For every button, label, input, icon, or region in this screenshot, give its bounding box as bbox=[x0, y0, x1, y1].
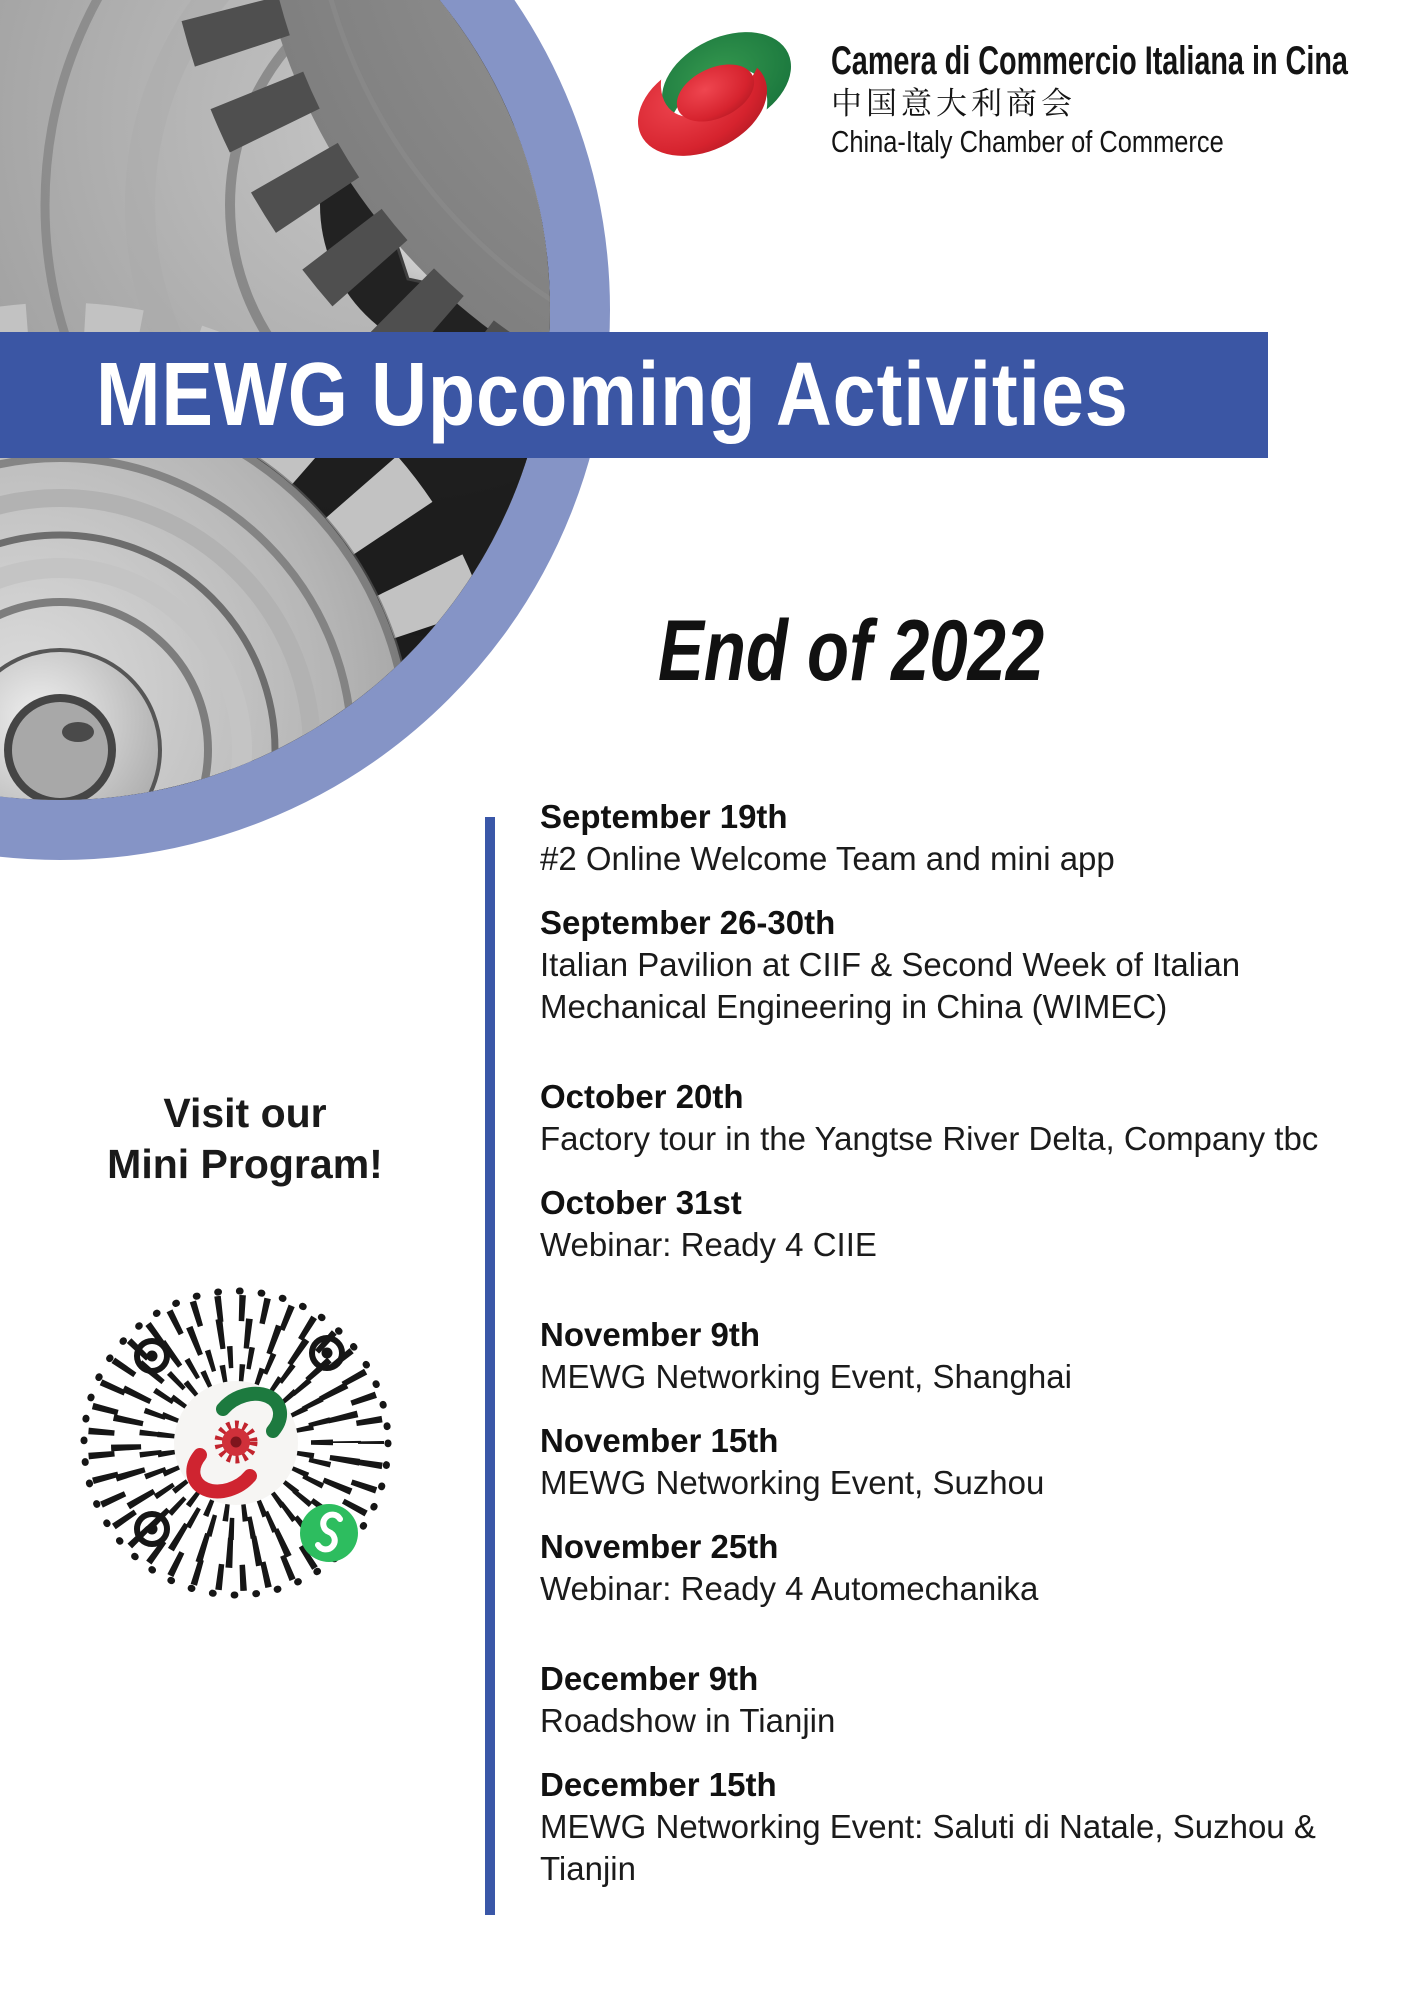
event-date: December 9th bbox=[540, 1660, 759, 1697]
org-name-chinese: 中国意大利商会 bbox=[831, 86, 1076, 121]
event-date: December 15th bbox=[540, 1766, 777, 1803]
event-desc: Roadshow in Tianjin bbox=[540, 1702, 836, 1739]
event-item bbox=[540, 1658, 1360, 1742]
cta-line2: Mini Program! bbox=[107, 1141, 383, 1187]
event-item bbox=[540, 1076, 1360, 1160]
event-item bbox=[540, 1182, 1360, 1266]
org-name-italian: Camera di Commercio Italiana in Cina bbox=[831, 39, 1348, 83]
mini-program-cta bbox=[55, 1088, 435, 1190]
cicc-logo-icon bbox=[612, 22, 817, 172]
month-group-october bbox=[540, 1076, 1360, 1266]
event-desc: Webinar: Ready 4 CIIE bbox=[540, 1226, 877, 1263]
banner-title: MEWG Upcoming Activities bbox=[96, 344, 1129, 445]
org-logo-text bbox=[831, 22, 1414, 172]
event-item bbox=[540, 902, 1360, 1028]
org-logo bbox=[612, 22, 1414, 172]
event-date: September 26-30th bbox=[540, 904, 836, 941]
month-group-november bbox=[540, 1314, 1360, 1610]
month-group-december bbox=[540, 1658, 1360, 1890]
event-desc: MEWG Networking Event, Shanghai bbox=[540, 1358, 1072, 1395]
event-desc: Factory tour in the Yangtse River Delta, Company tbc bbox=[540, 1120, 1319, 1157]
event-item bbox=[540, 1764, 1360, 1890]
event-desc: MEWG Networking Event: Saluti di Natale, Suzhou & Tianjin bbox=[540, 1808, 1316, 1887]
timeline-divider bbox=[485, 817, 495, 1915]
events-list bbox=[540, 796, 1360, 1938]
banner bbox=[0, 332, 1268, 458]
event-desc: Webinar: Ready 4 Automechanika bbox=[540, 1570, 1039, 1607]
qr-center-logo-icon bbox=[174, 1381, 298, 1505]
cta-line1: Visit our bbox=[163, 1090, 327, 1136]
event-item bbox=[540, 796, 1360, 880]
event-date: October 31st bbox=[540, 1184, 742, 1221]
event-item bbox=[540, 1420, 1360, 1504]
event-date: September 19th bbox=[540, 798, 788, 835]
event-date: November 9th bbox=[540, 1316, 761, 1353]
headline: End of 2022 bbox=[658, 603, 1045, 699]
event-desc: Italian Pavilion at CIIF & Second Week of Italian Mechanical Engineering in China (WIMEC) bbox=[540, 946, 1241, 1025]
event-desc: MEWG Networking Event, Suzhou bbox=[540, 1464, 1045, 1501]
event-date: November 15th bbox=[540, 1422, 779, 1459]
org-name-english: China-Italy Chamber of Commerce bbox=[831, 124, 1224, 159]
event-date: October 20th bbox=[540, 1078, 744, 1115]
event-desc: #2 Online Welcome Team and mini app bbox=[540, 840, 1115, 877]
wechat-mini-program-badge-icon bbox=[300, 1504, 358, 1562]
event-item bbox=[540, 1526, 1360, 1610]
event-item bbox=[540, 1314, 1360, 1398]
month-group-september bbox=[540, 796, 1360, 1028]
mini-program-qr-code-icon bbox=[73, 1283, 399, 1609]
event-date: November 25th bbox=[540, 1528, 779, 1565]
